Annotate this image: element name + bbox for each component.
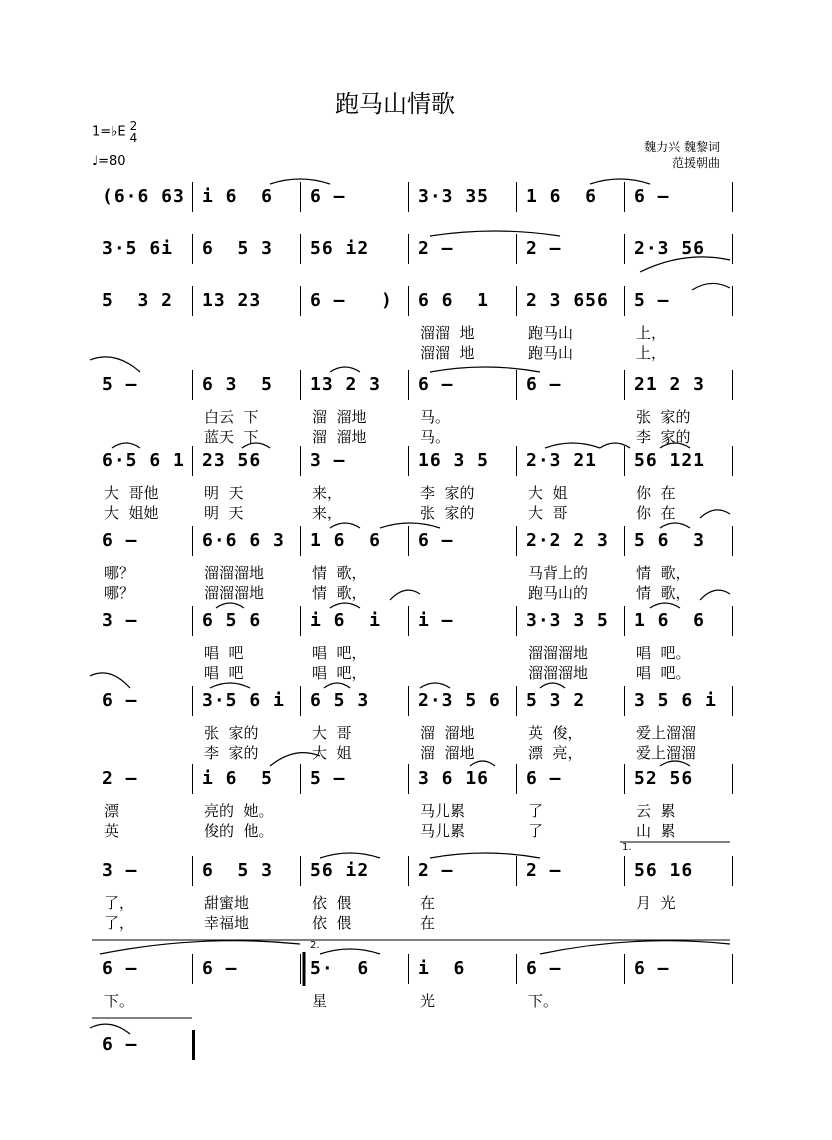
slur-arc bbox=[242, 443, 270, 448]
measure-notes: 6 – bbox=[102, 530, 138, 551]
slur-arc bbox=[100, 941, 300, 954]
slur-arc bbox=[430, 231, 560, 236]
measure-notes: 6 – bbox=[418, 374, 454, 395]
lyric-verse-2: 依 偎 bbox=[312, 914, 352, 932]
lyric-verse-2: 山 累 bbox=[636, 822, 676, 840]
lyric-verse-2: 溜 溜地 bbox=[420, 744, 475, 762]
lyric-verse-2: 唱 吧 bbox=[204, 664, 244, 682]
lyric-verse-2: 溜溜 地 bbox=[420, 344, 475, 362]
lyric-verse-2: 了， bbox=[104, 914, 135, 932]
measure-notes: 6 5 6 bbox=[202, 610, 262, 631]
time-top: 2 bbox=[129, 119, 138, 133]
measure-notes: 2 – bbox=[418, 860, 454, 881]
measure-notes: 23 56 bbox=[202, 450, 262, 471]
slur-arc bbox=[700, 510, 730, 518]
lyric-verse-2: 李 家的 bbox=[636, 428, 691, 446]
measure-notes: 2 – bbox=[526, 860, 562, 881]
measure-notes: 6·5 6 1 bbox=[102, 450, 185, 471]
slur-arc bbox=[540, 941, 730, 954]
measure-notes: 5 3 2 bbox=[526, 690, 586, 711]
lyric-verse-2: 跑马山 bbox=[528, 344, 574, 362]
measure-notes: 6 5 3 bbox=[202, 238, 274, 259]
lyric-verse-2: 来， bbox=[312, 504, 343, 522]
lyricist-credit: 魏力兴 魏黎词 bbox=[644, 140, 720, 154]
measure-notes: 56 i2 bbox=[310, 860, 370, 881]
lyric-verse-1: 溜 溜地 bbox=[420, 724, 475, 742]
measure-notes: 52 56 bbox=[634, 768, 694, 789]
lyric-verse-1: 张 家的 bbox=[204, 724, 259, 742]
lyric-verse-1: 月 光 bbox=[636, 894, 676, 912]
lyric-verse-2: 漂 亮， bbox=[528, 744, 583, 762]
lyric-verse-1: 上， bbox=[636, 324, 667, 342]
measure-notes: 6 – bbox=[526, 958, 562, 979]
lyric-verse-1: 漂 bbox=[104, 802, 120, 820]
lyric-verse-2: 溜 溜地 bbox=[312, 428, 367, 446]
slur-arc bbox=[430, 367, 540, 372]
slur-arc bbox=[330, 367, 360, 372]
measure-notes: 5 – bbox=[102, 374, 138, 395]
slur-arc bbox=[380, 523, 440, 528]
lyric-verse-1: 亮的 她。 bbox=[204, 802, 274, 820]
measure-notes: 3·5 6i bbox=[102, 238, 174, 259]
slur-arc bbox=[430, 853, 540, 858]
volta-first: 1. bbox=[622, 842, 632, 853]
measure-notes: 5· 6 bbox=[310, 958, 370, 979]
lyric-verse-1: 在 bbox=[420, 894, 436, 912]
lyric-verse-2: 在 bbox=[420, 914, 436, 932]
measure-notes: 6 – bbox=[102, 1034, 138, 1055]
measure-notes: i 6 i bbox=[310, 610, 382, 631]
lyric-verse-1: 马。 bbox=[420, 408, 451, 426]
measure-notes: (6·6 63 bbox=[102, 186, 185, 207]
measure-notes: 5 3 2 bbox=[102, 290, 174, 311]
measure-notes: 56 16 bbox=[634, 860, 694, 881]
measure-notes: 6 – bbox=[202, 958, 238, 979]
measure-notes: 6 – bbox=[102, 690, 138, 711]
slur-arc bbox=[390, 590, 420, 600]
lyric-verse-1: 溜溜溜地 bbox=[528, 644, 589, 662]
lyric-verse-2: 跑马山的 bbox=[528, 584, 589, 602]
lyric-verse-2: 马。 bbox=[420, 428, 451, 446]
slur-arc bbox=[640, 257, 730, 272]
measure-notes: 3·5 6 i bbox=[202, 690, 285, 711]
measure-notes: 2·2 2 3 bbox=[526, 530, 609, 551]
measure-notes: i 6 5 bbox=[202, 768, 274, 789]
lyric-verse-1: 甜蜜地 bbox=[204, 894, 250, 912]
slur-arc bbox=[324, 683, 350, 688]
measure-notes: 6 – bbox=[634, 958, 670, 979]
measure-notes: 2·3 5 6 bbox=[418, 690, 501, 711]
measure-notes: i 6 bbox=[418, 958, 466, 979]
lyric-verse-1: 你 在 bbox=[636, 484, 676, 502]
measure-notes: 1 6 6 bbox=[526, 186, 598, 207]
lyric-verse-1: 英 俊， bbox=[528, 724, 583, 742]
measure-notes: 2·3 21 bbox=[526, 450, 598, 471]
measure-notes: 5 – bbox=[310, 768, 346, 789]
lyric-verse-2: 大 姐她 bbox=[104, 504, 159, 522]
lyric-verse-1: 下。 bbox=[528, 992, 559, 1010]
measure-notes: 6 – bbox=[418, 530, 454, 551]
lyric-verse-1: 依 偎 bbox=[312, 894, 352, 912]
measure-notes: 6 – bbox=[310, 186, 346, 207]
lyric-verse-1: 来， bbox=[312, 484, 343, 502]
slur-arc bbox=[660, 761, 690, 766]
lyric-verse-1: 大 哥他 bbox=[104, 484, 159, 502]
lyric-verse-2: 爱上溜溜 bbox=[636, 744, 697, 762]
lyric-verse-2: 李 家的 bbox=[204, 744, 259, 762]
lyric-verse-1: 大 姐 bbox=[528, 484, 568, 502]
slur-arc bbox=[210, 683, 250, 688]
composer-credit: 范援朝曲 bbox=[671, 156, 720, 170]
lyric-verse-2: 英 bbox=[104, 822, 120, 840]
measure-notes: 1 6 6 bbox=[634, 610, 706, 631]
measure-notes: 6 – bbox=[634, 186, 670, 207]
measure-notes: 1 6 6 bbox=[310, 530, 382, 551]
slur-arc bbox=[320, 853, 380, 858]
measure-notes: 6 – bbox=[102, 958, 138, 979]
lyric-verse-1: 唱 吧， bbox=[312, 644, 367, 662]
lyric-verse-1: 情 歌， bbox=[312, 564, 367, 582]
lyric-verse-1: 马儿累 bbox=[420, 802, 466, 820]
lyric-verse-1: 光 bbox=[420, 992, 436, 1010]
lyric-verse-1: 大 哥 bbox=[312, 724, 352, 742]
measure-notes: 3 – bbox=[102, 860, 138, 881]
lyric-verse-2: 哪？ bbox=[104, 584, 135, 602]
measure-notes: 6 5 3 bbox=[202, 860, 274, 881]
lyric-verse-1: 马背上的 bbox=[528, 564, 589, 582]
measure-notes: 56 i2 bbox=[310, 238, 370, 259]
lyric-verse-1: 白云 下 bbox=[204, 408, 259, 426]
measure-notes: 6 5 3 bbox=[310, 690, 370, 711]
measure-notes: 2 – bbox=[526, 238, 562, 259]
measure-notes: 6 6 1 bbox=[418, 290, 490, 311]
measure-notes: 21 2 3 bbox=[634, 374, 706, 395]
slur-arc bbox=[90, 673, 130, 688]
measure-notes: 3·3 35 bbox=[418, 186, 490, 207]
lyric-verse-1: 溜溜溜地 bbox=[204, 564, 265, 582]
lyric-verse-2: 你 在 bbox=[636, 504, 676, 522]
lyric-verse-2: 溜溜溜地 bbox=[528, 664, 589, 682]
slur-arc bbox=[700, 590, 730, 600]
lyric-verse-1: 跑马山 bbox=[528, 324, 574, 342]
lyric-verse-2: 唱 吧， bbox=[312, 664, 367, 682]
lyric-verse-1: 了， bbox=[104, 894, 135, 912]
slur-arc bbox=[420, 683, 450, 688]
flat-symbol: ♭ bbox=[111, 124, 118, 140]
lyric-verse-2: 幸福地 bbox=[204, 914, 250, 932]
lyric-verse-2: 马儿累 bbox=[420, 822, 466, 840]
measure-notes: 3·3 3 5 bbox=[526, 610, 609, 631]
lyric-verse-2: 蓝天 下 bbox=[204, 428, 259, 446]
slur-arc bbox=[330, 523, 360, 528]
measure-notes: i – bbox=[418, 610, 454, 631]
lyric-verse-1: 下。 bbox=[104, 992, 135, 1010]
measure-notes: 3 – bbox=[310, 450, 346, 471]
lyric-verse-1: 爱上溜溜 bbox=[636, 724, 697, 742]
slur-arc bbox=[270, 179, 330, 184]
slur-arc bbox=[320, 949, 380, 954]
volta-second: 2. bbox=[310, 940, 320, 951]
measure-notes: 5 – bbox=[634, 290, 670, 311]
slur-arc bbox=[216, 603, 244, 608]
slur-arc bbox=[470, 761, 495, 766]
measure-notes: 13 2 3 bbox=[310, 374, 382, 395]
measure-notes: 13 23 bbox=[202, 290, 262, 311]
measure-notes: 2 3 656 bbox=[526, 290, 609, 311]
lyric-verse-2: 上， bbox=[636, 344, 667, 362]
lyric-verse-1: 云 累 bbox=[636, 802, 676, 820]
key-letter: E bbox=[117, 124, 126, 140]
measure-notes: 2 – bbox=[102, 768, 138, 789]
measure-notes: 6 – bbox=[526, 768, 562, 789]
measure-notes: i 6 6 bbox=[202, 186, 274, 207]
slur-arc bbox=[660, 443, 690, 448]
slur-arc bbox=[590, 179, 650, 184]
lyric-verse-2: 大 哥 bbox=[528, 504, 568, 522]
page-title: 跑马山情歌 bbox=[335, 90, 455, 118]
lyric-verse-2: 张 家的 bbox=[420, 504, 475, 522]
lyric-verse-1: 了 bbox=[528, 802, 544, 820]
slur-arc bbox=[650, 603, 680, 608]
lyric-verse-1: 溜溜 地 bbox=[420, 324, 475, 342]
measure-notes: 2·3 56 bbox=[634, 238, 706, 259]
lyric-verse-2: 溜溜溜地 bbox=[204, 584, 265, 602]
lyric-verse-1: 哪？ bbox=[104, 564, 135, 582]
slur-arc bbox=[692, 283, 730, 290]
measure-notes: 3 5 6 i bbox=[634, 690, 717, 711]
measure-notes: 5 6 3 bbox=[634, 530, 706, 551]
lyric-verse-1: 星 bbox=[312, 992, 328, 1010]
measure-notes: 3 – bbox=[102, 610, 138, 631]
lyric-verse-2: 大 姐 bbox=[312, 744, 352, 762]
lyric-verse-1: 明 天 bbox=[204, 484, 244, 502]
slur-arc bbox=[660, 523, 690, 528]
slur-arc bbox=[545, 443, 600, 448]
slur-arc bbox=[600, 443, 630, 448]
measure-notes: 6 – bbox=[526, 374, 562, 395]
slur-arc bbox=[540, 683, 565, 688]
lyric-verse-1: 唱 吧 bbox=[204, 644, 244, 662]
slur-arc bbox=[90, 1024, 130, 1034]
key-prefix: 1= bbox=[92, 124, 112, 140]
measure-notes: 16 3 5 bbox=[418, 450, 490, 471]
lyric-verse-2: 情 歌， bbox=[312, 584, 367, 602]
lyric-verse-1: 溜 溜地 bbox=[312, 408, 367, 426]
lyric-verse-2: 情 歌， bbox=[636, 584, 691, 602]
time-bottom: 4 bbox=[129, 131, 138, 145]
slur-arc bbox=[330, 603, 360, 608]
slur-arc bbox=[270, 753, 320, 766]
measure-notes: 6·6 6 3 bbox=[202, 530, 285, 551]
slur-arc bbox=[112, 443, 140, 448]
measure-notes: 6 3 5 bbox=[202, 374, 274, 395]
lyric-verse-2: 唱 吧。 bbox=[636, 664, 691, 682]
measure-notes: 2 – bbox=[418, 238, 454, 259]
lyric-verse-2: 了 bbox=[528, 822, 544, 840]
tempo-mark: ♩=80 bbox=[92, 154, 126, 169]
lyric-verse-1: 情 歌， bbox=[636, 564, 691, 582]
lyric-verse-2: 俊的 他。 bbox=[204, 822, 274, 840]
lyric-verse-1: 唱 吧。 bbox=[636, 644, 691, 662]
measure-notes: 56 121 bbox=[634, 450, 706, 471]
slur-arc bbox=[90, 357, 140, 372]
lyric-verse-1: 李 家的 bbox=[420, 484, 475, 502]
lyric-verse-1: 张 家的 bbox=[636, 408, 691, 426]
measure-notes: 3 6 16 bbox=[418, 768, 490, 789]
lyric-verse-2: 明 天 bbox=[204, 504, 244, 522]
measure-notes: 6 – ) bbox=[310, 290, 393, 311]
